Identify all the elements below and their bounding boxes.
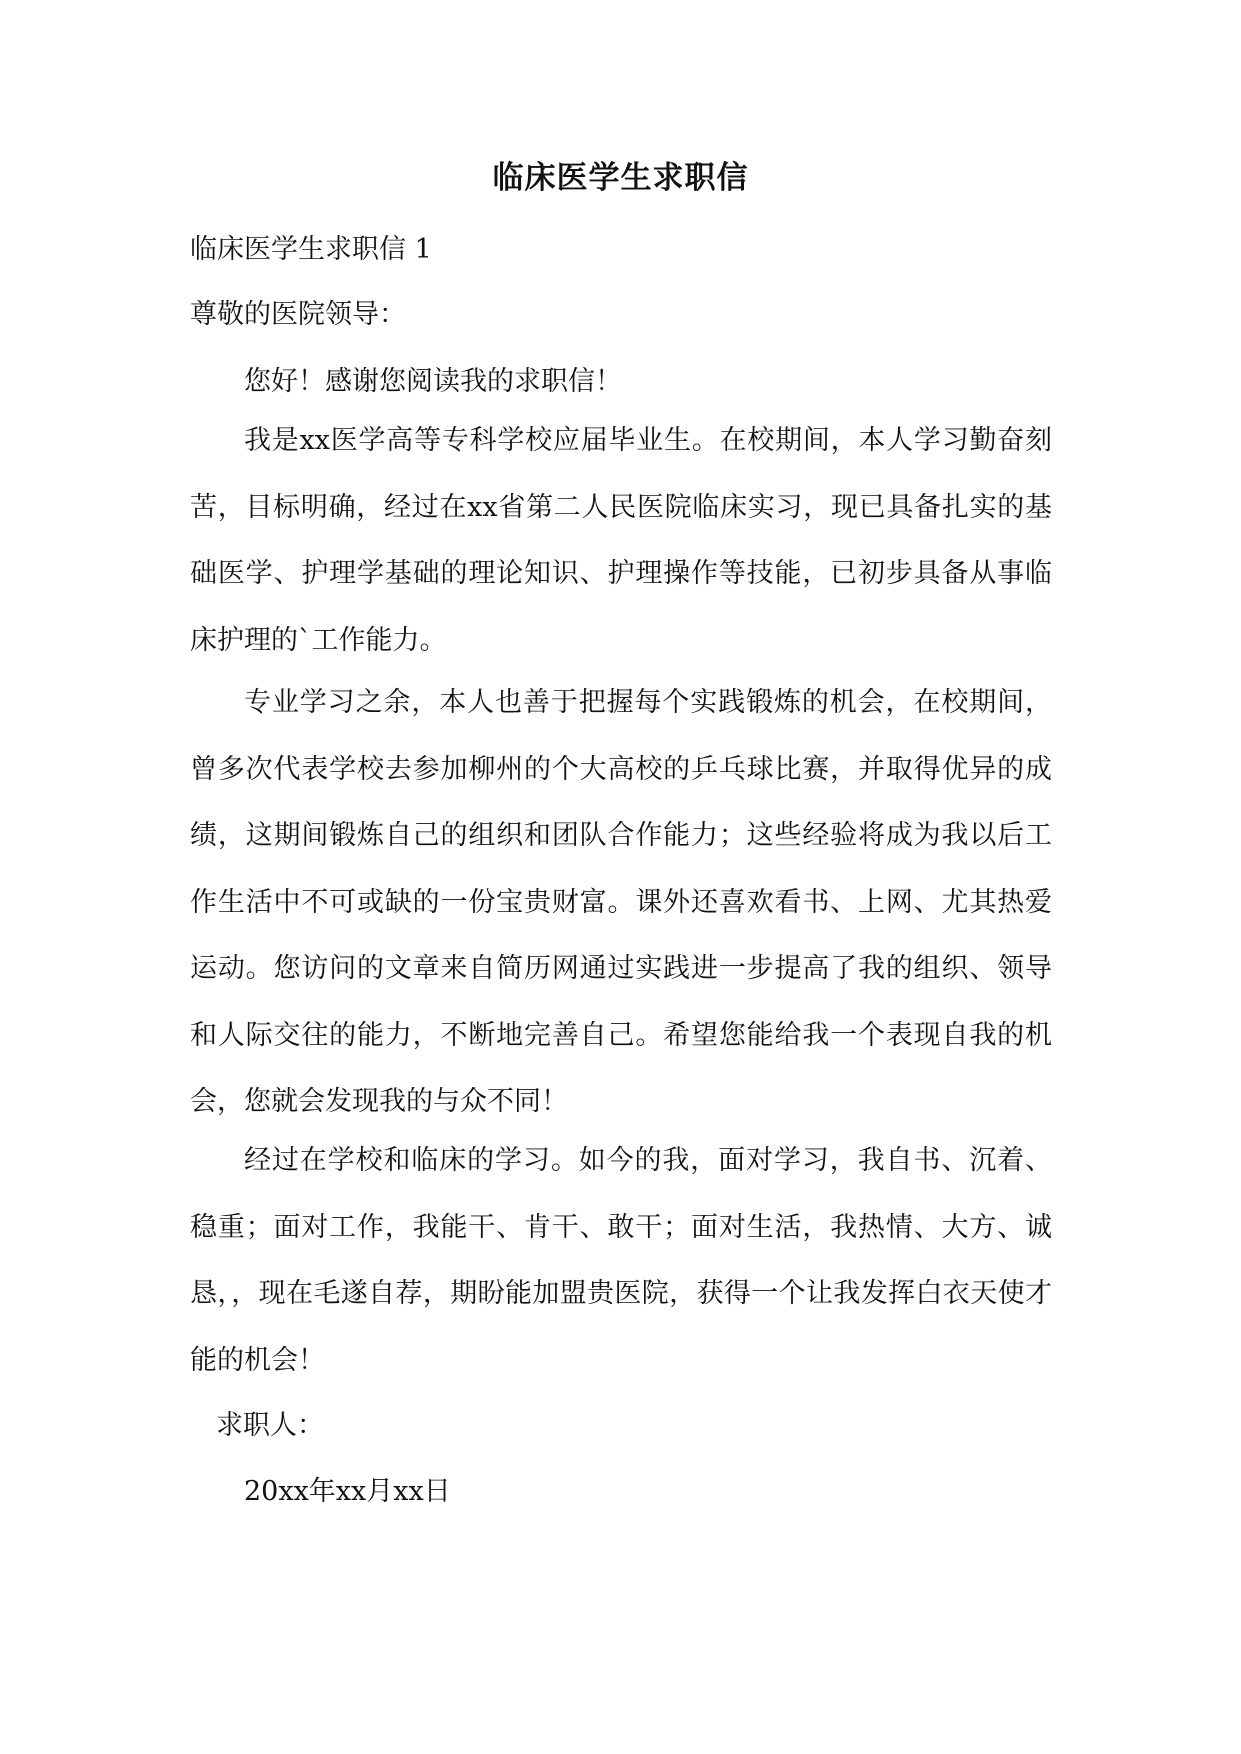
applicant-label: 求职人： (216, 1410, 324, 1441)
letter-subtitle: 临床医学生求职信 1 (190, 234, 432, 265)
letter-date: 20xx年xx月xx日 (244, 1476, 451, 1507)
letter-greeting: 您好！感谢您阅读我的求职信！ (244, 366, 622, 397)
document-title: 临床医学生求职信 (492, 160, 749, 196)
paragraph-2: 专业学习之余，本人也善于把握每个实践锻炼的机会，在校期间，曾多次代表学校去参加柳州的个大高校的乒乓球比赛，并取得优异的成绩，这期间锻炼自己的组织和团队合作能力；这些经验将成为我以后工作生活中不可或缺的一份宝贵财富。课外还喜欢看书、上网、尤其热爱运动。您访问的文章来自简历网通过实践进一步提高了我的组织、领导和人际交往的能力，不断地完善自己。希望您能给我一个表现自我的机会，您就会发现我的与众不同！ (190, 687, 1052, 1117)
paragraph-1: 我是xx医学高等专科学校应届毕业生。在校期间，本人学习勤奋刻苦，目标明确，经过在xx省第二人民医院临床实习，现已具备扎实的基础医学、护理学基础的理论知识、护理操作等技能，已初步具备从事临床护理的`工作能力。 (190, 425, 1052, 656)
paragraph-3: 经过在学校和临床的学习。如今的我，面对学习，我自书、沉着、稳重；面对工作，我能干、肯干、敢干；面对生活，我热情、大方、诚恳，，现在毛遂自荐，期盼能加盟贵医院，获得一个让我发挥白衣天使才能的机会！ (190, 1145, 1052, 1376)
letter-salutation: 尊敬的医院领导： (190, 299, 406, 330)
